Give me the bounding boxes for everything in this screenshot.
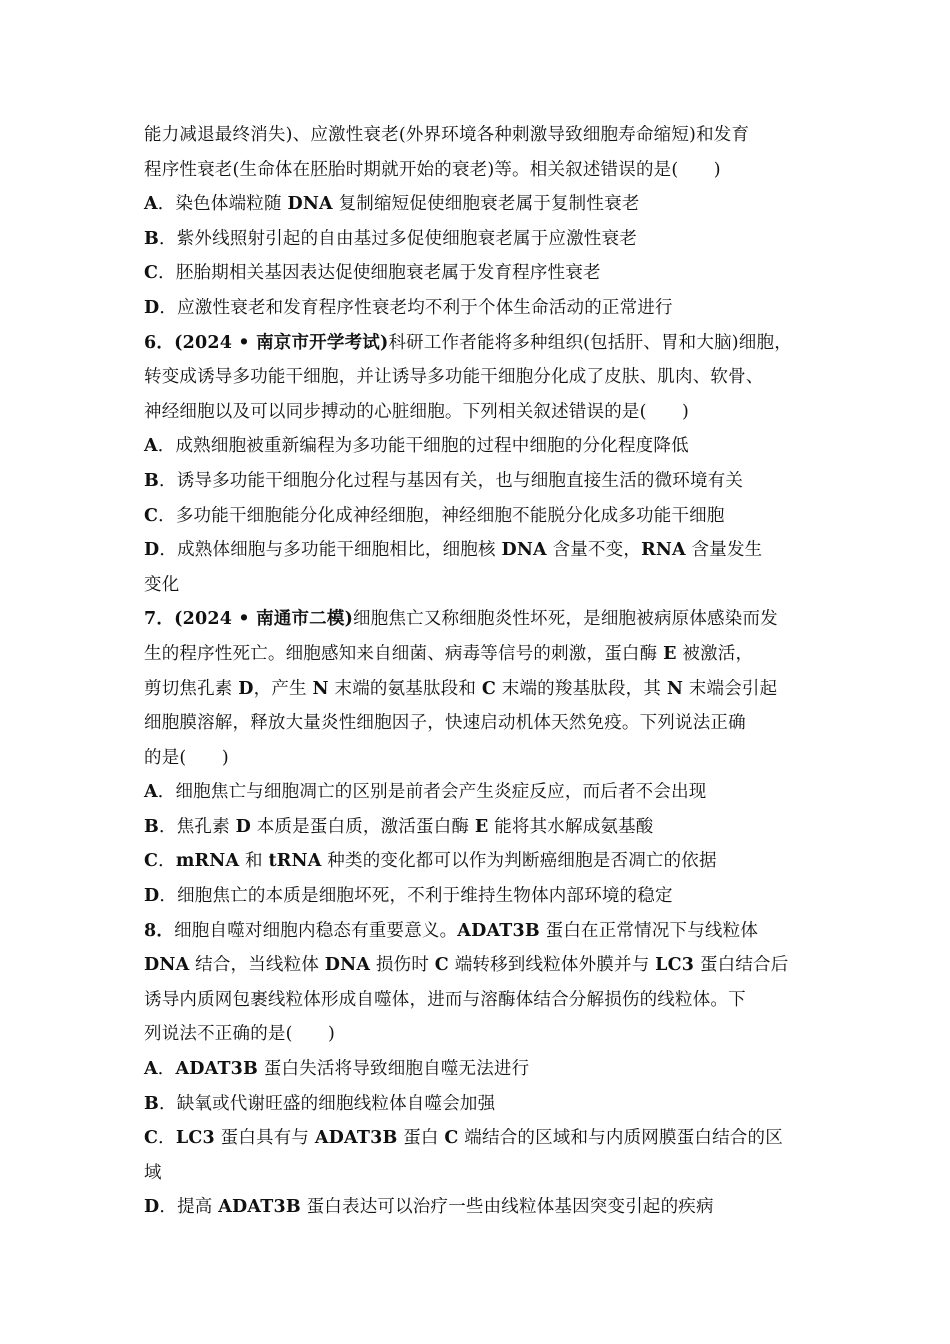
q5-option-c: C．胚胎期相关基因表达促使细胞衰老属于发育程序性衰老 [144, 263, 601, 284]
q7-stem-line-2: 生的程序性死亡。细胞感知来自细菌、病毒等信号的刺激，蛋白酶 E 被激活， [144, 643, 754, 664]
q6-stem-text-1: 科研工作者能将多种组织(包括肝、胃和大脑)细胞， [388, 332, 792, 353]
q6-number: 6． [144, 332, 175, 353]
q5-option-b: B．紫外线照射引起的自由基过多促使细胞衰老属于应激性衰老 [144, 228, 637, 249]
q5-stem-line-1: 能力减退最终消失)、应激性衰老(外界环境各种刺激导致细胞寿命缩短)和发育 [144, 125, 750, 145]
q7-stem-text-1: 细胞焦亡又称细胞炎性坏死，是细胞被病原体感染而发 [353, 609, 778, 630]
q6-source: (2024 • 南京市开学考试) [174, 332, 389, 353]
q5-option-a: A．染色体端粒随 DNA 复制缩短促使细胞衰老属于复制性衰老 [144, 194, 640, 215]
q8-option-c-cont: 域 [144, 1162, 162, 1183]
q6-stem-line-3: 神经细胞以及可以同步搏动的心脏细胞。下列相关叙述错误的是( ) [144, 401, 690, 422]
q5-stem-line-2: 程序性衰老(生命体在胚胎时期就开始的衰老)等。相关叙述错误的是( ) [144, 159, 721, 180]
q8-stem-line-4: 列说法不正确的是( ) [144, 1024, 336, 1045]
q7-option-b: B．焦孔素 D 本质是蛋白质，激活蛋白酶 E 能将其水解成氨基酸 [144, 816, 654, 837]
document-page [144, 118, 820, 1225]
q8-stem-line-3: 诱导内质网包裹线粒体形成自噬体，进而与溶酶体结合分解损伤的线粒体。下 [144, 989, 746, 1010]
q7-source: (2024 • 南通市二模) [174, 609, 354, 630]
q7-stem-line-1 [144, 602, 820, 637]
q6-stem-line-2: 转变成诱导多功能干细胞，并让诱导多功能干细胞分化成了皮肤、肌肉、软骨、 [144, 367, 764, 388]
q6-option-d-cont: 变化 [144, 574, 180, 595]
q7-option-a: A．细胞焦亡与细胞凋亡的区别是前者会产生炎症反应，而后者不会出现 [144, 782, 707, 803]
q8-option-a: A．ADAT3B 蛋白失活将导致细胞自噬无法进行 [144, 1059, 530, 1080]
q8-number: 8． [144, 920, 175, 941]
q7-number: 7． [144, 609, 175, 630]
q8-option-d: D．提高 ADAT3B 蛋白表达可以治疗一些由线粒体基因突变引起的疾病 [144, 1197, 714, 1218]
q6-option-b: B．诱导多功能干细胞分化过程与基因有关，也与细胞直接生活的微环境有关 [144, 470, 744, 491]
q7-stem-line-3: 剪切焦孔素 D，产生 N 末端的氨基肽段和 C 末端的羧基肽段，其 N 末端会引起 [144, 678, 778, 699]
q8-stem-line-2: DNA 结合，当线粒体 DNA 损伤时 C 端转移到线粒体外膜并与 LC3 蛋白结合后 [144, 955, 789, 976]
q6-option-a: A．成熟细胞被重新编程为多功能干细胞的过程中细胞的分化程度降低 [144, 436, 689, 457]
q8-stem-text-1: 细胞自噬对细胞内稳态有重要意义。ADAT3B 蛋白在正常情况下与线粒体 [174, 920, 759, 941]
q8-option-c: C．LC3 蛋白具有与 ADAT3B 蛋白 C 端结合的区域和与内质网膜蛋白结合的区 [144, 1128, 783, 1149]
q5-option-d: D．应激性衰老和发育程序性衰老均不利于个体生命活动的正常进行 [144, 297, 673, 318]
q7-stem-line-5: 的是( ) [144, 747, 229, 768]
q6-option-c: C．多功能干细胞能分化成神经细胞，神经细胞不能脱分化成多功能干细胞 [144, 505, 725, 526]
q7-stem-line-4: 细胞膜溶解，释放大量炎性细胞因子，快速启动机体天然免疫。下列说法正确 [144, 713, 746, 734]
q7-option-c: C．mRNA 和 tRNA 种类的变化都可以作为判断癌细胞是否凋亡的依据 [144, 851, 717, 872]
q7-option-d: D．细胞焦亡的本质是细胞坏死，不利于维持生物体内部环境的稳定 [144, 886, 673, 907]
q6-option-d: D．成熟体细胞与多功能干细胞相比，细胞核 DNA 含量不变，RNA 含量发生 [144, 540, 763, 561]
q6-stem-line-1 [144, 326, 820, 361]
q8-option-b: B．缺氧或代谢旺盛的细胞线粒体自噬会加强 [144, 1093, 496, 1114]
q8-stem-line-1 [144, 914, 820, 949]
